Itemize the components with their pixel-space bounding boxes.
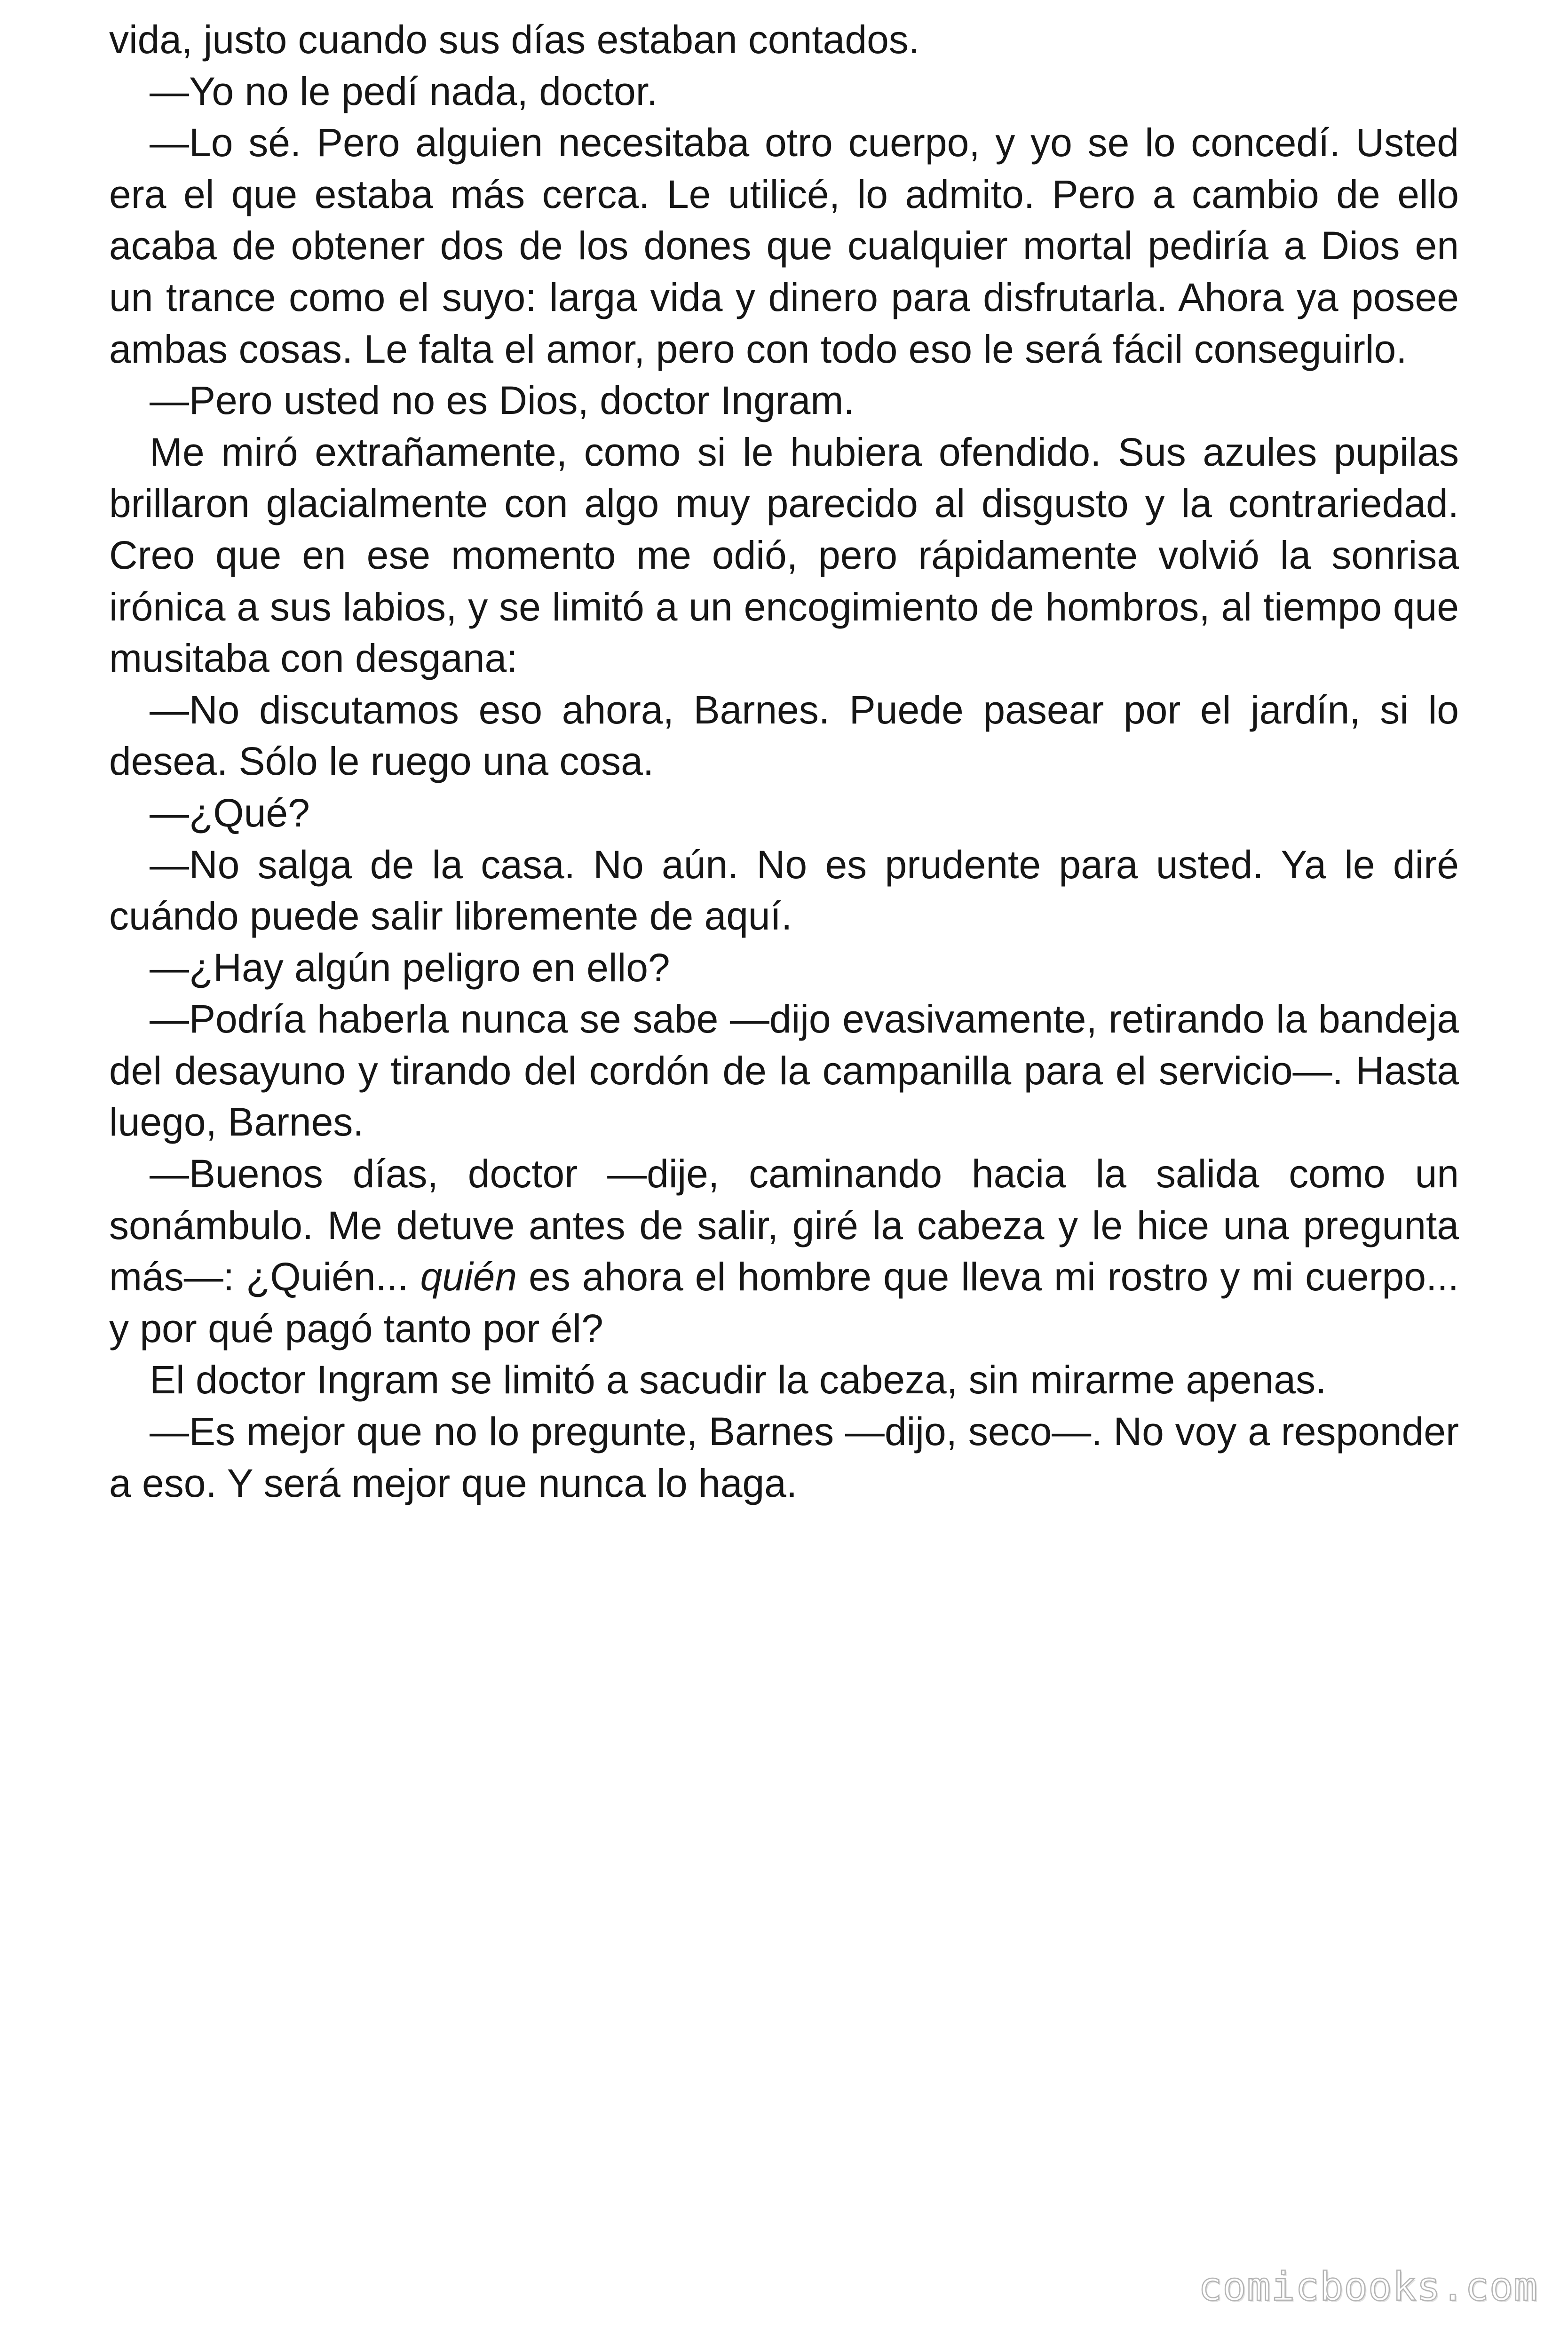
emphasized-word: quién — [420, 1255, 517, 1299]
paragraph-dialogue: —No discutamos eso ahora, Barnes. Puede pasear por el jardín, si lo desea. Sólo le ruego una cosa. — [109, 687, 1459, 784]
text-segment: —Buenos días, doctor —dije, caminando hacia la salida como un sonámbulo. Me detuve antes de salir, giré la cabeza y le hice una pregunta más—: ¿Quién... — [109, 1152, 1459, 1299]
paragraph-dialogue-with-emphasis — [109, 1148, 1459, 1354]
paragraph-narration: Me miró extrañamente, como si le hubiera ofendido. Sus azules pupilas brillaron glacialmente con algo muy parecido al disgusto y la contrariedad. Creo que en ese momento me odió, pero rápidamente volvió la sonrisa irónica a sus labios, y se limitó a un encogimiento de hombros, al tiempo que musitaba con desgana: — [109, 429, 1459, 681]
paragraph-dialogue: —No salga de la casa. No aún. No es prudente para usted. Ya le diré cuándo puede salir libremente de aquí. — [109, 842, 1459, 938]
paragraph-dialogue: —Podría haberla nunca se sabe —dijo evasivamente, retirando la bandeja del desayuno y tirando del cordón de la campanilla para el servicio—. Hasta luego, Barnes. — [109, 997, 1459, 1144]
book-page — [109, 14, 1459, 1509]
paragraph-dialogue: —Pero usted no es Dios, doctor Ingram. — [150, 378, 855, 423]
paragraph-narration: El doctor Ingram se limitó a sacudir la cabeza, sin mirarme apenas. — [150, 1358, 1327, 1402]
watermark-logo: comicbooks.com — [1198, 2264, 1538, 2310]
text-segment: es ahora el hombre que lleva mi rostro y mi cuerpo... y por qué pagó tanto por él? — [109, 1255, 1459, 1351]
paragraph-dialogue: —Es mejor que no lo pregunte, Barnes —dijo, seco—. No voy a responder a eso. Y será mejor que nunca lo haga. — [109, 1409, 1459, 1505]
paragraph-dialogue: —Yo no le pedí nada, doctor. — [150, 69, 658, 113]
paragraph-dialogue: —¿Qué? — [150, 790, 310, 835]
paragraph-dialogue: —¿Hay algún peligro en ello? — [150, 945, 670, 990]
paragraph-continuation: vida, justo cuando sus días estaban contados. — [109, 17, 920, 62]
paragraph-dialogue: —Lo sé. Pero alguien necesitaba otro cuerpo, y yo se lo concedí. Usted era el que estaba más cerca. Le utilicé, lo admito. Pero a cambio de ello acaba de obtener dos de los dones que cualquier mortal pediría a Dios en un trance como el suyo: larga vida y dinero para disfrutarla. Ahora ya posee ambas cosas. Le falta el amor, pero con todo eso le será fácil conseguirlo. — [109, 120, 1459, 371]
